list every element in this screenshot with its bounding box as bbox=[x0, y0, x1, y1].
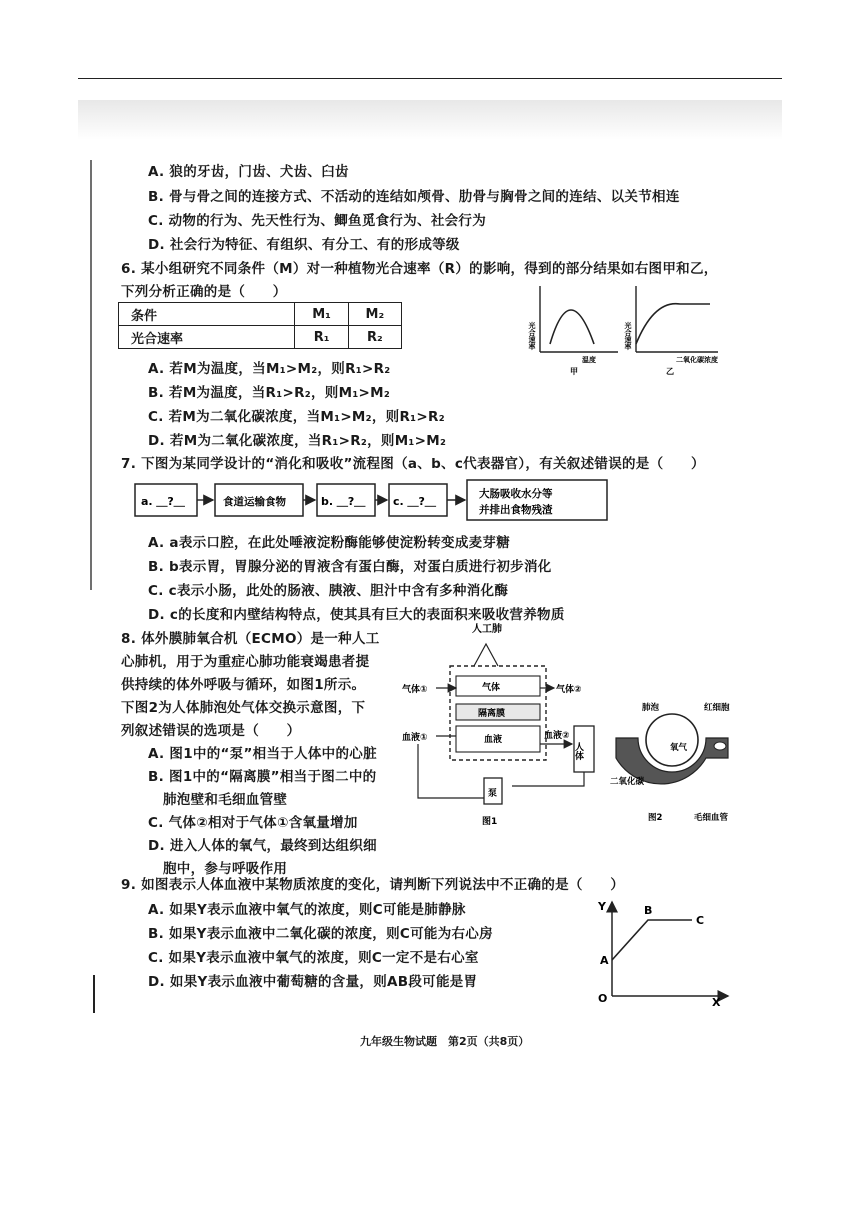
q7-option-a: A. a表示口腔，在此处唾液淀粉酶能够使淀粉转变成麦芽糖 bbox=[148, 535, 511, 551]
flow-c: c. ＿?＿ bbox=[393, 495, 436, 508]
q9-c-label: C bbox=[696, 914, 705, 927]
fig1-gas-in: 气体① bbox=[402, 685, 428, 695]
table-cell: R₁ bbox=[295, 326, 348, 349]
q8-stem-4: 下图2为人体肺泡处气体交换示意图，下 bbox=[121, 700, 366, 716]
table-cell: M₂ bbox=[348, 303, 401, 326]
q8-option-a: A. 图1中的“泵”相当于人体中的心脏 bbox=[148, 746, 377, 762]
q8-figure-2 bbox=[608, 700, 746, 826]
q7-option-c: C. c表示小肠，此处的肠液、胰液、胆汁中含有多种消化酶 bbox=[148, 583, 509, 599]
margin-line bbox=[90, 160, 92, 590]
q7-stem: 7. 下图为某同学设计的“消化和吸收”流程图（a、b、c代表器官），有关叙述错误的是（ ） bbox=[121, 456, 705, 472]
q9-graph bbox=[592, 896, 732, 1006]
q7-flowchart bbox=[133, 478, 743, 524]
graph-yi-caption: 乙 bbox=[666, 367, 674, 376]
q9-b-label: B bbox=[644, 904, 653, 917]
q8-option-d: D. 进入人体的氧气，最终到达组织细 bbox=[148, 838, 377, 854]
fig2-capillary: 毛细血管 bbox=[694, 813, 729, 823]
q5-option-b: B. 骨与骨之间的连接方式、不活动的连结如颅骨、肋骨与胸骨之间的连结、以关节相连 bbox=[148, 189, 680, 205]
q9-x-label: X bbox=[712, 996, 721, 1006]
q7-option-b: B. b表示胃，胃腺分泌的胃液含有蛋白酶，对蛋白质进行初步消化 bbox=[148, 559, 552, 575]
q8-stem-1: 8. 体外膜肺氧合机（ECMO）是一种人工 bbox=[121, 631, 380, 647]
header-rule bbox=[78, 78, 782, 79]
q8-stem-2: 心肺机，用于为重症心肺功能衰竭患者提 bbox=[121, 654, 370, 670]
fig2-alveolus: 肺泡 bbox=[642, 703, 660, 713]
q5-option-d: D. 社会行为特征、有组织、有分工、有的形成等级 bbox=[148, 237, 460, 253]
fig1-body: 人体 bbox=[573, 742, 583, 760]
graph-jia-ylabel: 光合速率 bbox=[528, 322, 536, 350]
fig2-caption: 图2 bbox=[648, 813, 663, 823]
q8-option-d-cont: 胞中，参与呼吸作用 bbox=[163, 861, 288, 877]
fig2-rbc: 红细胞 bbox=[704, 703, 730, 713]
q9-option-a: A. 如果Y表示血液中氧气的浓度，则C可能是肺静脉 bbox=[148, 902, 466, 918]
q5-option-a: A. 狼的牙齿，门齿、犬齿、臼齿 bbox=[148, 164, 349, 180]
q8-option-b-cont: 肺泡壁和毛细血管壁 bbox=[163, 792, 288, 808]
q5-option-c: C. 动物的行为、先天性行为、鲫鱼觅食行为、社会行为 bbox=[148, 213, 487, 229]
margin-bar bbox=[93, 975, 95, 1013]
fig1-pump: 泵 bbox=[488, 789, 498, 799]
fig1-membrane: 隔离膜 bbox=[478, 709, 506, 719]
fig1-caption: 图1 bbox=[482, 817, 498, 827]
q9-stem: 9. 如图表示人体血液中某物质浓度的变化，请判断下列说法中不正确的是（ ） bbox=[121, 877, 625, 893]
fig1-lung: 人工肺 bbox=[472, 624, 502, 635]
table-cell: 条件 bbox=[119, 303, 295, 326]
q9-o-label: O bbox=[598, 992, 608, 1005]
graph-jia-caption: 甲 bbox=[570, 367, 578, 376]
page-footer: 九年级生物试题 第2页（共8页） bbox=[360, 1035, 530, 1048]
flow-large-intestine-2: 并排出食物残渣 bbox=[479, 504, 553, 516]
q9-a-label: A bbox=[600, 954, 609, 967]
fig1-gas-out: 气体② bbox=[556, 685, 582, 695]
graph-yi-ylabel: 光合速率 bbox=[624, 322, 632, 350]
q6-option-a: A. 若M为温度，当M₁>M₂，则R₁>R₂ bbox=[148, 361, 391, 377]
q9-y-label: Y bbox=[598, 900, 606, 913]
flow-large-intestine-1: 大肠吸收水分等 bbox=[479, 488, 553, 500]
q9-option-b: B. 如果Y表示血液中二氧化碳的浓度，则C可能为右心房 bbox=[148, 926, 493, 942]
q6-stem-1: 6. 某小组研究不同条件（M）对一种植物光合速率（R）的影响，得到的部分结果如右图甲和乙， bbox=[121, 261, 718, 277]
table-cell: M₁ bbox=[295, 303, 348, 326]
table-cell: 光合速率 bbox=[119, 326, 295, 349]
q6-stem-2: 下列分析正确的是（ ） bbox=[121, 284, 287, 300]
q8-stem-3: 供持续的体外呼吸与循环，如图1所示。 bbox=[121, 677, 366, 693]
q8-option-c: C. 气体②相对于气体①含氧量增加 bbox=[148, 815, 358, 831]
scan-shadow bbox=[78, 100, 782, 140]
graph-jia-xlabel: 温度 bbox=[582, 356, 596, 364]
fig2-co2: 二氧化碳 bbox=[610, 777, 645, 787]
q9-option-c: C. 如果Y表示血液中氧气的浓度，则C一定不是右心室 bbox=[148, 950, 479, 966]
graph-yi-xlabel: 二氧化碳浓度 bbox=[676, 356, 718, 364]
q6-graphs bbox=[528, 282, 724, 378]
fig1-gas: 气体 bbox=[482, 683, 501, 693]
fig1-blood-out: 血液② bbox=[544, 731, 570, 741]
q8-figure-1 bbox=[402, 618, 612, 830]
q7-option-d: D. c的长度和内壁结构特点，使其具有巨大的表面积来吸收营养物质 bbox=[148, 607, 565, 623]
flow-esophagus: 食道运输食物 bbox=[223, 496, 286, 508]
q8-stem-5: 列叙述错误的选项是（ ） bbox=[121, 723, 301, 739]
q8-option-b: B. 图1中的“隔离膜”相当于图二中的 bbox=[148, 769, 377, 785]
fig1-blood-in: 血液① bbox=[402, 733, 428, 743]
q6-condition-table bbox=[118, 302, 402, 349]
q6-option-c: C. 若M为二氧化碳浓度，当M₁>M₂，则R₁>R₂ bbox=[148, 409, 445, 425]
fig2-o2: 氧气 bbox=[670, 743, 688, 753]
q6-option-d: D. 若M为二氧化碳浓度，当R₁>R₂，则M₁>M₂ bbox=[148, 433, 447, 449]
fig1-blood: 血液 bbox=[484, 735, 503, 745]
q6-option-b: B. 若M为温度，当R₁>R₂，则M₁>M₂ bbox=[148, 385, 391, 401]
q9-option-d: D. 如果Y表示血液中葡萄糖的含量，则AB段可能是胃 bbox=[148, 974, 478, 990]
flow-b: b. ＿?＿ bbox=[321, 495, 366, 508]
flow-a: a. ＿?＿ bbox=[141, 495, 185, 508]
table-cell: R₂ bbox=[348, 326, 401, 349]
